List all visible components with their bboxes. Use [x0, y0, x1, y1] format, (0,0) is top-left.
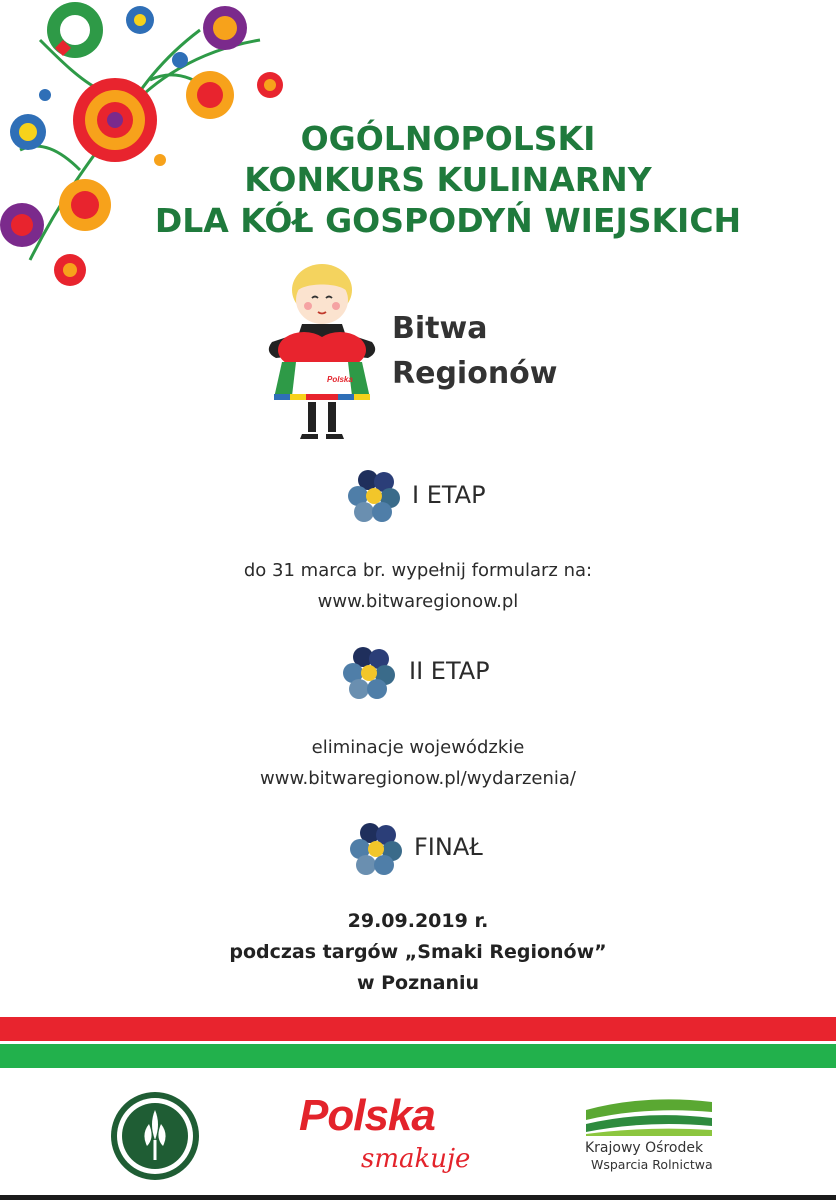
bottom-border: [0, 1195, 836, 1200]
flower-bullet-icon: [341, 645, 397, 701]
stage-2-label: II ETAP: [409, 657, 490, 685]
logo-line-1: Bitwa: [392, 311, 488, 346]
ministry-seal-logo: [109, 1090, 201, 1182]
stage-2-line-1: eliminacje wojewódzkie: [311, 737, 525, 758]
stage-2-link[interactable]: www.bitwaregionow.pl/wydarzenia/: [260, 768, 576, 789]
kowr-line-2: Wsparcia Rolnictwa: [591, 1157, 713, 1172]
apron-logo-text: Polska: [327, 375, 353, 384]
mascot-figure: [262, 262, 382, 440]
flower-bullet-icon: [346, 468, 402, 524]
page-title: [0, 118, 836, 241]
bitwa-regionow-logo: [392, 306, 558, 396]
kowr-logo-icon: [586, 1098, 712, 1138]
smakuje-logo-text: smakuje: [361, 1144, 471, 1174]
flower-bullet-icon: [348, 821, 404, 877]
logo-line-2: Regionów: [392, 356, 558, 391]
polska-logo-text: Polska: [299, 1091, 435, 1140]
green-stripe: [0, 1044, 836, 1068]
stage-2-info: [0, 732, 836, 794]
final-info: [0, 906, 836, 999]
title-line-2: KONKURS KULINARNY: [244, 160, 652, 199]
red-stripe: [0, 1017, 836, 1041]
title-line-3: DLA KÓŁ GOSPODYŃ WIEJSKICH: [154, 201, 742, 240]
final-date: 29.09.2019 r.: [347, 910, 489, 932]
title-line-1: OGÓLNOPOLSKI: [300, 119, 596, 158]
stage-1-info: [0, 555, 836, 617]
stage-1-label: I ETAP: [412, 481, 486, 509]
final-label: FINAŁ: [414, 833, 483, 861]
final-location: w Poznaniu: [356, 972, 480, 994]
stage-1-link[interactable]: www.bitwaregionow.pl: [317, 591, 519, 612]
stage-1-line-1: do 31 marca br. wypełnij formularz na:: [243, 560, 593, 581]
final-event: podczas targów „Smaki Regionów”: [229, 941, 607, 963]
kowr-line-1: Krajowy Ośrodek: [585, 1140, 704, 1156]
